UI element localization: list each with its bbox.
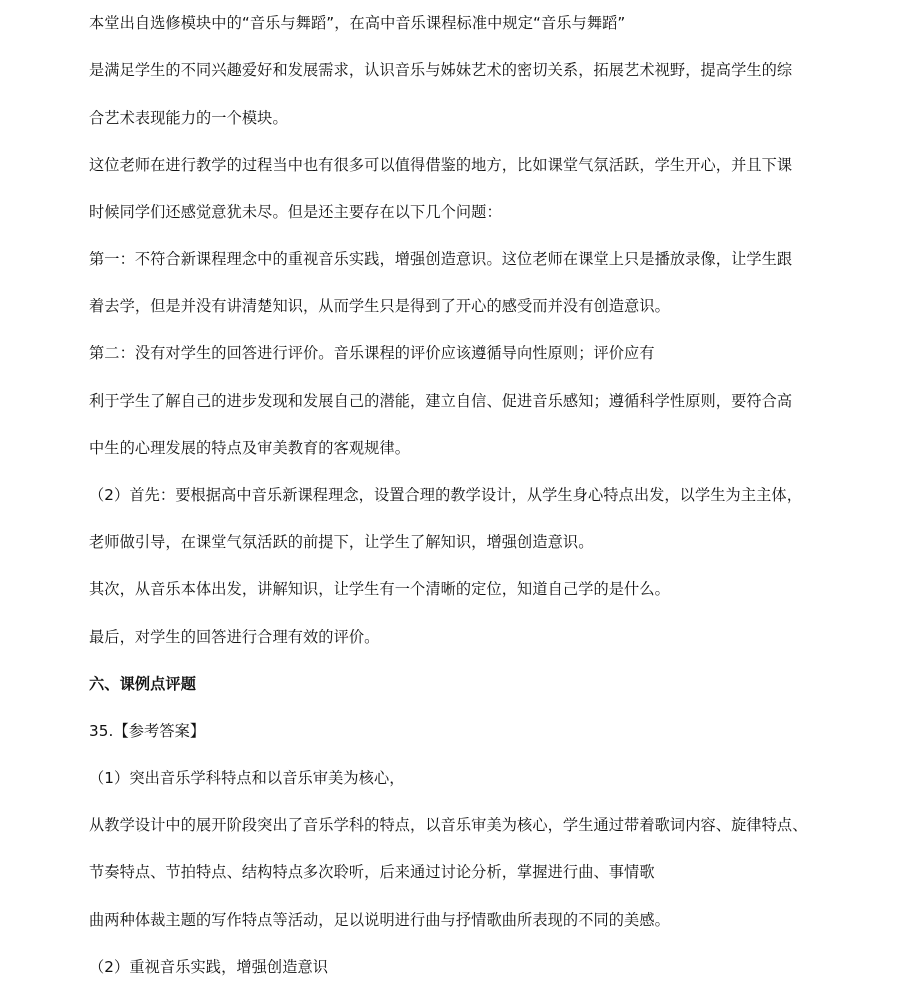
text-line: 着去学，但是并没有讲清楚知识，从而学生只是得到了开心的感受而并没有创造意识。 bbox=[89, 297, 670, 315]
text-line: 合艺术表现能力的一个模块。 bbox=[89, 109, 288, 127]
text-line: 从教学设计中的展开阶段突出了音乐学科的特点，以音乐审美为核心，学生通过带着歌词内容、旋律特点、 bbox=[89, 816, 808, 834]
text-line: 曲两种体裁主题的写作特点等活动，足以说明进行曲与抒情歌曲所表现的不同的美感。 bbox=[89, 911, 670, 929]
section-heading: 六、课例点评题 bbox=[89, 675, 197, 693]
answer-label: 35.【参考答案】 bbox=[89, 722, 206, 740]
text-line: 其次，从音乐本体出发，讲解知识，让学生有一个清晰的定位，知道自己学的是什么。 bbox=[89, 580, 670, 598]
text-line: 时候同学们还感觉意犹未尽。但是还主要存在以下几个问题： bbox=[89, 203, 502, 221]
text-line: 第二：没有对学生的回答进行评价。音乐课程的评价应该遵循导向性原则；评价应有 bbox=[89, 344, 655, 362]
text-line: 第一：不符合新课程理念中的重视音乐实践，增强创造意识。这位老师在课堂上只是播放录像，让学生跟 bbox=[89, 250, 793, 268]
text-line: （2）首先：要根据高中音乐新课程理念，设置合理的教学设计，从学生身心特点出发，以学生为主主体， bbox=[89, 486, 802, 504]
text-line: 利于学生了解自己的进步发现和发展自己的潜能，建立自信、促进音乐感知；遵循科学性原则，要符合高 bbox=[89, 392, 793, 410]
text-line: 中生的心理发展的特点及审美教育的客观规律。 bbox=[89, 439, 411, 457]
text-line: 是满足学生的不同兴趣爱好和发展需求，认识音乐与姊妹艺术的密切关系，拓展艺术视野，提高学生的综 bbox=[89, 61, 793, 79]
text-line: 这位老师在进行教学的过程当中也有很多可以值得借鉴的地方，比如课堂气氛活跃，学生开心，并且下课 bbox=[89, 156, 793, 174]
text-line: （1）突出音乐学科特点和以音乐审美为核心， bbox=[89, 769, 405, 787]
text-line: 最后，对学生的回答进行合理有效的评价。 bbox=[89, 628, 380, 646]
text-line: 节奏特点、节拍特点、结构特点多次聆听，后来通过讨论分析，掌握进行曲、事情歌 bbox=[89, 863, 655, 881]
text-line: （2）重视音乐实践，增强创造意识 bbox=[89, 958, 329, 976]
text-line: 本堂出自选修模块中的“音乐与舞蹈”，在高中音乐课程标准中规定“音乐与舞蹈” bbox=[89, 14, 626, 32]
text-line: 老师做引导，在课堂气氛活跃的前提下，让学生了解知识，增强创造意识。 bbox=[89, 533, 594, 551]
